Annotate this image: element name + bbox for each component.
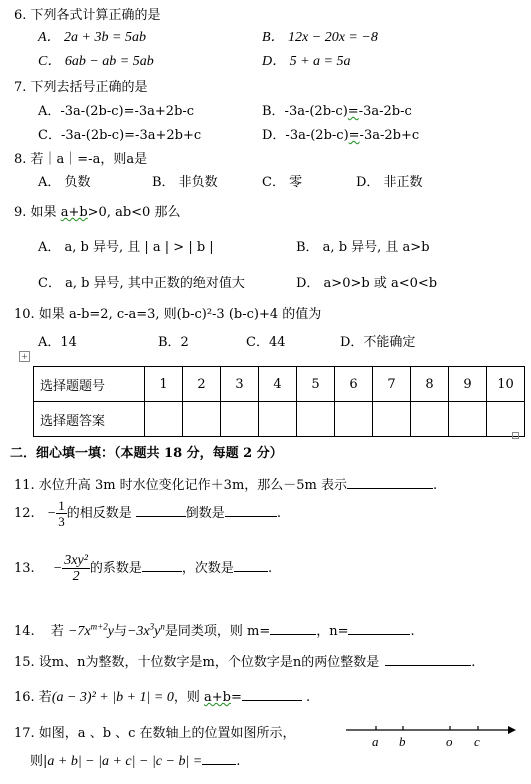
q17-answer-blank[interactable] bbox=[202, 752, 236, 765]
answer-cell[interactable] bbox=[259, 402, 297, 437]
q14-term2-sup: 3 bbox=[149, 621, 155, 632]
q14-text4: ，n= bbox=[316, 624, 349, 639]
answer-cell[interactable] bbox=[145, 402, 183, 437]
answer-cell[interactable] bbox=[183, 402, 221, 437]
q10-option-c: C．44 bbox=[246, 335, 286, 350]
q14-term1-base: −7x bbox=[67, 624, 91, 639]
q12-num: 12. bbox=[14, 506, 35, 521]
q17-line2 bbox=[30, 750, 240, 770]
q12-text1: 的相反数是 bbox=[66, 506, 132, 521]
answer-cell[interactable] bbox=[411, 402, 449, 437]
q9-option-c: C． a, b 异号, 其中正数的绝对值大 bbox=[38, 276, 245, 291]
q7-option-a: A．-3a-(2b-c)=-3a+2b-c bbox=[38, 104, 195, 119]
q12-neg: − bbox=[46, 506, 57, 521]
q9-stem bbox=[14, 201, 180, 220]
q16-mid: ，则 bbox=[173, 690, 200, 705]
q7-option-b bbox=[262, 100, 412, 119]
q16-pre: 16. 若 bbox=[14, 690, 52, 705]
q14-term1-y: y bbox=[107, 624, 114, 639]
q14-term2-base: −3x bbox=[126, 624, 150, 639]
q13-frac-num: 3xy² bbox=[64, 553, 88, 568]
q7-option-d-pre: D．-3a-(2b-c) bbox=[262, 128, 349, 143]
q13-neg: − bbox=[52, 561, 63, 576]
q16-eq: = bbox=[230, 690, 242, 705]
number-line-arrow-icon bbox=[508, 726, 516, 734]
q16-expr: (a − 3)² + |b + 1| = 0 bbox=[51, 690, 174, 705]
table-cell-number: 9 bbox=[449, 367, 487, 402]
q16 bbox=[14, 686, 310, 706]
q17-line1: 17. 如图，a 、b 、c 在数轴上的位置如图所示， bbox=[14, 726, 296, 741]
q12 bbox=[14, 498, 281, 529]
table-cell-number: 10 bbox=[487, 367, 525, 402]
q12-text2: 倒数是 bbox=[185, 506, 225, 521]
q11 bbox=[14, 474, 437, 493]
q13-blank-2[interactable] bbox=[234, 559, 268, 572]
q15-answer-blank[interactable] bbox=[385, 653, 471, 666]
answer-table bbox=[33, 366, 525, 437]
q12-fraction bbox=[56, 498, 67, 529]
table-cell-number: 3 bbox=[221, 367, 259, 402]
q15-end: . bbox=[471, 655, 476, 670]
q13-fraction bbox=[62, 553, 90, 584]
q14-text3: 是同类项，则 m= bbox=[164, 624, 271, 639]
row1-label: 选择题题号 bbox=[34, 367, 145, 402]
q14-end: . bbox=[410, 624, 415, 639]
table-row bbox=[34, 402, 525, 437]
q8-option-d: D． 非正数 bbox=[356, 175, 423, 190]
q12-end: . bbox=[276, 506, 281, 521]
answer-cell[interactable] bbox=[449, 402, 487, 437]
q9-stem-squig: a+b bbox=[60, 205, 88, 220]
q15-text: 15. 设m、n为整数，十位数字是m，个位数字是n的两位整数是 bbox=[14, 655, 380, 670]
q11-end: . bbox=[433, 478, 438, 493]
q14-blank-n[interactable] bbox=[348, 622, 410, 635]
q16-squig: a+b bbox=[203, 690, 231, 705]
q12-blank-1[interactable] bbox=[136, 504, 186, 517]
q15 bbox=[14, 651, 475, 670]
q12-blank-2[interactable] bbox=[225, 504, 277, 517]
q17-end: . bbox=[236, 754, 241, 769]
q14-blank-m[interactable] bbox=[270, 622, 316, 635]
q7-option-b-post: -3a-2b-c bbox=[358, 104, 412, 119]
q9-option-a: A． a, b 异号, 且 | a | > | b | bbox=[38, 240, 214, 255]
q14-text2: 与 bbox=[113, 624, 127, 639]
answer-cell[interactable] bbox=[335, 402, 373, 437]
q14-term1-sup: m+2 bbox=[90, 621, 108, 632]
q10-option-a: A．14 bbox=[38, 335, 77, 350]
q13 bbox=[14, 553, 272, 584]
q13-text1: 的系数是 bbox=[89, 561, 142, 576]
q16-end: . bbox=[306, 690, 311, 705]
q13-end: . bbox=[267, 561, 273, 576]
q9-stem-post: >0, ab<0 那么 bbox=[87, 205, 181, 220]
q7-option-b-pre: B．-3a-(2b-c) bbox=[262, 104, 348, 119]
number-line-figure bbox=[340, 718, 520, 752]
q9-option-d: D． a>0>b 或 a<0<b bbox=[296, 276, 438, 291]
q7-option-d-post: -3a-2b+c bbox=[359, 128, 420, 143]
q6-option-a: A． 2a + 3b = 5ab bbox=[38, 30, 146, 45]
q14-term1 bbox=[67, 621, 114, 639]
q17-line2-pre: 则| bbox=[30, 754, 48, 769]
answer-cell[interactable] bbox=[221, 402, 259, 437]
q8-option-b: B． 非负数 bbox=[152, 175, 218, 190]
q8-stem: 8. 若｜a｜=-a，则a是 bbox=[14, 152, 148, 167]
q14-term2-ysup: n bbox=[160, 621, 165, 632]
q6-option-c: C． 6ab − ab = 5ab bbox=[38, 54, 154, 69]
q8-option-a: A． 负数 bbox=[38, 175, 91, 190]
q9-stem-pre: 9. 如果 bbox=[14, 205, 57, 220]
q14 bbox=[14, 620, 415, 640]
label-c: c bbox=[474, 734, 480, 749]
q6-option-d: D． 5 + a = 5a bbox=[262, 54, 351, 69]
label-o: o bbox=[446, 734, 453, 749]
answer-cell[interactable] bbox=[297, 402, 335, 437]
q12-frac-den: 3 bbox=[58, 514, 65, 529]
q6-option-b: B． 12x − 20x = −8 bbox=[262, 30, 378, 45]
q7-option-d-eq: = bbox=[348, 128, 360, 143]
q14-text1: 若 bbox=[50, 624, 64, 639]
q13-text2: ，次数是 bbox=[181, 561, 234, 576]
label-a: a bbox=[372, 734, 379, 749]
q13-num: 13. bbox=[14, 561, 35, 576]
q11-answer-blank[interactable] bbox=[347, 476, 433, 489]
table-cell-number: 4 bbox=[259, 367, 297, 402]
q13-blank-1[interactable] bbox=[142, 559, 182, 572]
table-cell-number: 5 bbox=[297, 367, 335, 402]
q6-stem: 6. 下列各式计算正确的是 bbox=[14, 8, 161, 23]
q10-option-d: D．不能确定 bbox=[340, 335, 416, 350]
q14-term2-y: y bbox=[154, 624, 161, 639]
q10-stem: 10. 如果 a-b=2, c-a=3, 则(b-c)²-3 (b-c)+4 的值为 bbox=[14, 307, 322, 322]
q14-num: 14. bbox=[14, 624, 35, 639]
q7-option-b-eq: = bbox=[347, 104, 359, 119]
q12-frac-num: 1 bbox=[58, 498, 65, 513]
q9-option-b: B． a, b 异号, 且 a>b bbox=[296, 240, 430, 255]
label-b: b bbox=[399, 734, 406, 749]
q7-option-d bbox=[262, 124, 419, 143]
q7-stem: 7. 下列去括号正确的是 bbox=[14, 80, 148, 95]
table-resize-handle-icon[interactable] bbox=[512, 432, 519, 439]
table-move-handle-icon[interactable]: + bbox=[19, 351, 30, 362]
q16-answer-blank[interactable] bbox=[242, 688, 302, 701]
q7-option-c: C．-3a-(2b-c)=-3a+2b+c bbox=[38, 128, 202, 143]
table-cell-number: 8 bbox=[411, 367, 449, 402]
row2-label: 选择题答案 bbox=[34, 402, 145, 437]
table-cell-number: 6 bbox=[335, 367, 373, 402]
q8-option-c: C． 零 bbox=[262, 175, 303, 190]
q13-frac-den: 2 bbox=[72, 569, 80, 584]
table-cell-number: 2 bbox=[183, 367, 221, 402]
table-row bbox=[34, 367, 525, 402]
table-cell-number: 1 bbox=[145, 367, 183, 402]
q17-expr: a + b| − |a + c| − |c − b| = bbox=[47, 754, 203, 769]
answer-cell[interactable] bbox=[373, 402, 411, 437]
section-2-heading: 二．细心填一填：（本题共 18 分，每题 2 分） bbox=[10, 446, 283, 461]
table-cell-number: 7 bbox=[373, 367, 411, 402]
q14-term2 bbox=[126, 621, 165, 639]
q10-option-b: B．2 bbox=[158, 335, 189, 350]
q11-text: 11. 水位升高 3m 时水位变化记作＋3m，那么－5m 表示 bbox=[14, 478, 347, 493]
